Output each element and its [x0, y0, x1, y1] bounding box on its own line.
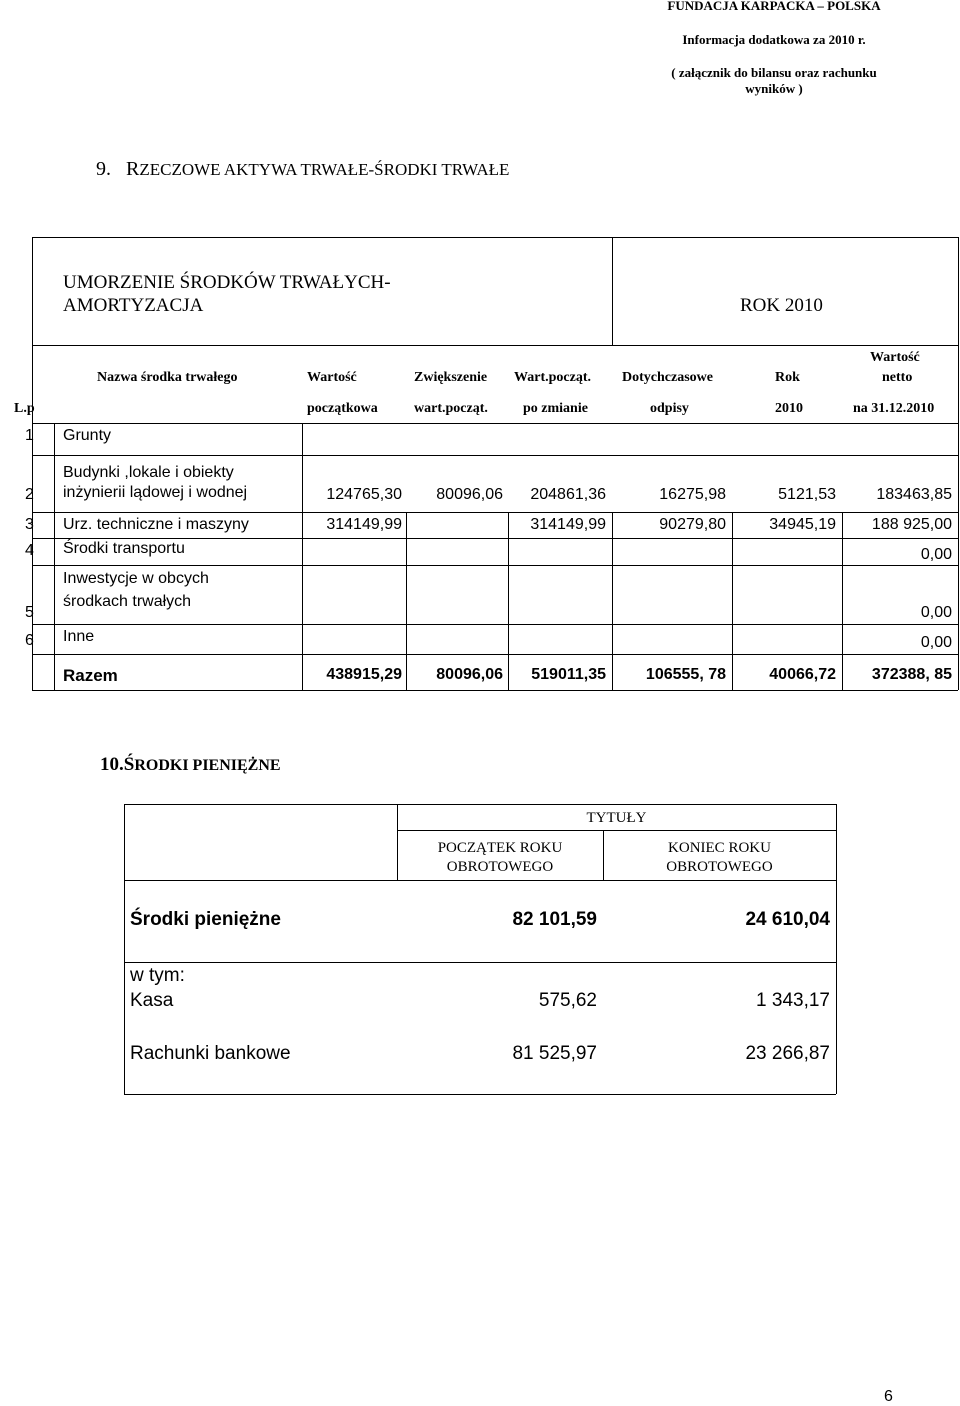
- section-10-heading: [100, 754, 281, 776]
- cash-kasa-label: Kasa: [130, 990, 174, 1011]
- cash-main-label: Środki pieniężne: [130, 909, 281, 930]
- row-3-value: 314149,99: [326, 516, 402, 533]
- row-1-lp: 1: [25, 427, 34, 444]
- col-net-sub: na 31.12.2010: [853, 401, 935, 416]
- col-increase-sub: wart.począt.: [414, 401, 488, 416]
- info-title: Informacja dodatkowa za 2010 r.: [682, 32, 866, 47]
- cash-end-header-1: KONIEC ROKU: [668, 840, 771, 856]
- cash-bank-start: 81 525,97: [512, 1043, 597, 1064]
- col-year-header: Rok: [775, 370, 800, 385]
- row-2-lp: 2: [25, 486, 34, 503]
- col-net-header: Wartość: [870, 350, 920, 365]
- cash-start-header-1: POCZĄTEK ROKU: [437, 840, 563, 856]
- row-5-net: 0,00: [920, 604, 952, 621]
- col-after-sub: po zmianie: [523, 401, 588, 416]
- total-increase: 80096,06: [436, 666, 503, 683]
- row-5-name-1: Inwestycje w obcych: [63, 570, 209, 587]
- col-value-sub: początkowa: [307, 401, 378, 416]
- row-4-net: 0,00: [920, 546, 952, 563]
- row-5-name-2: środkach trwałych: [63, 593, 192, 610]
- cash-main-end: 24 610,04: [745, 909, 830, 930]
- col-prior-sub: odpisy: [650, 401, 689, 416]
- row-6-name: Inne: [63, 628, 95, 645]
- amortization-title-line1: UMORZENIE ŚRODKÓW TRWAŁYCH-: [63, 272, 391, 293]
- row-3-lp: 3: [25, 516, 34, 533]
- cash-end-header-2: OBROTOWEGO: [666, 859, 773, 875]
- row-2-after: 204861,36: [530, 486, 606, 503]
- row-6-lp: 6: [25, 632, 34, 649]
- cash-bank-end: 23 266,87: [745, 1043, 830, 1064]
- total-year: 40066,72: [769, 666, 836, 683]
- section-9-number: 9.: [96, 158, 111, 180]
- row-5-lp: 5: [25, 604, 34, 621]
- total-net: 372388, 85: [871, 666, 952, 683]
- amortization-title-line2: AMORTYZACJA: [63, 295, 204, 316]
- row-1-name: Grunty: [63, 427, 112, 444]
- col-name-header: Nazwa środka trwałego: [97, 370, 238, 385]
- row-2-increase: 80096,06: [436, 486, 503, 503]
- row-3-net: 188 925,00: [871, 516, 952, 533]
- row-3-prior: 90279,80: [659, 516, 726, 533]
- col-after-header: Wart.począt.: [514, 370, 591, 385]
- row-3-after: 314149,99: [530, 516, 606, 533]
- section-9-heading: [96, 158, 509, 181]
- col-lp-header: L.p: [14, 401, 35, 416]
- col-net-header-2: netto: [882, 370, 913, 385]
- cash-bank-label: Rachunki bankowe: [130, 1043, 291, 1064]
- row-4-name: Środki transportu: [63, 540, 185, 557]
- section-10-title-initial: Ś: [123, 754, 135, 775]
- page-number: 6: [884, 1388, 893, 1405]
- total-label: Razem: [63, 666, 118, 685]
- info-note: ( załącznik do bilansu oraz rachunku wyników ): [671, 65, 877, 96]
- section-9-title: ZECZOWE AKTYWA TRWAŁE-ŚRODKI TRWAŁE: [139, 160, 510, 179]
- total-prior: 106555, 78: [645, 666, 726, 683]
- col-increase-header: Zwiększenie: [414, 370, 488, 385]
- row-2-prior: 16275,98: [659, 486, 726, 503]
- total-value: 438915,29: [326, 666, 402, 683]
- section-10-number: 10.: [100, 754, 124, 775]
- cash-titles-header: TYTUŁY: [586, 810, 647, 826]
- section-9-title-initial: R: [126, 158, 140, 180]
- amortization-year: ROK 2010: [740, 295, 823, 316]
- cash-main-start: 82 101,59: [512, 909, 597, 930]
- row-4-lp: 4: [25, 542, 34, 559]
- row-2-net: 183463,85: [876, 486, 952, 503]
- col-prior-header: Dotychczasowe: [622, 370, 713, 385]
- row-2-name-2: inżynierii lądowej i wodnej: [63, 484, 248, 501]
- row-2-value: 124765,30: [326, 486, 402, 503]
- row-3-name: Urz. techniczne i maszyny: [63, 516, 249, 533]
- cash-start-header-2: OBROTOWEGO: [446, 859, 554, 875]
- cash-kasa-end: 1 343,17: [756, 990, 830, 1011]
- col-value-header: Wartość: [307, 370, 357, 385]
- row-3-year: 34945,19: [769, 516, 836, 533]
- section-10-title: RODKI PIENIĘŻNE: [134, 757, 281, 774]
- row-2-name-1: Budynki ,lokale i obiekty: [63, 464, 234, 481]
- row-6-net: 0,00: [920, 634, 952, 651]
- cash-kasa-start: 575,62: [538, 990, 597, 1011]
- row-2-year: 5121,53: [778, 486, 836, 503]
- org-name: FUNDACJA KARPACKA – POLSKA: [667, 0, 881, 13]
- total-after: 519011,35: [531, 666, 606, 683]
- col-year-sub: 2010: [775, 401, 803, 416]
- cash-wtym-label: w tym:: [130, 965, 185, 986]
